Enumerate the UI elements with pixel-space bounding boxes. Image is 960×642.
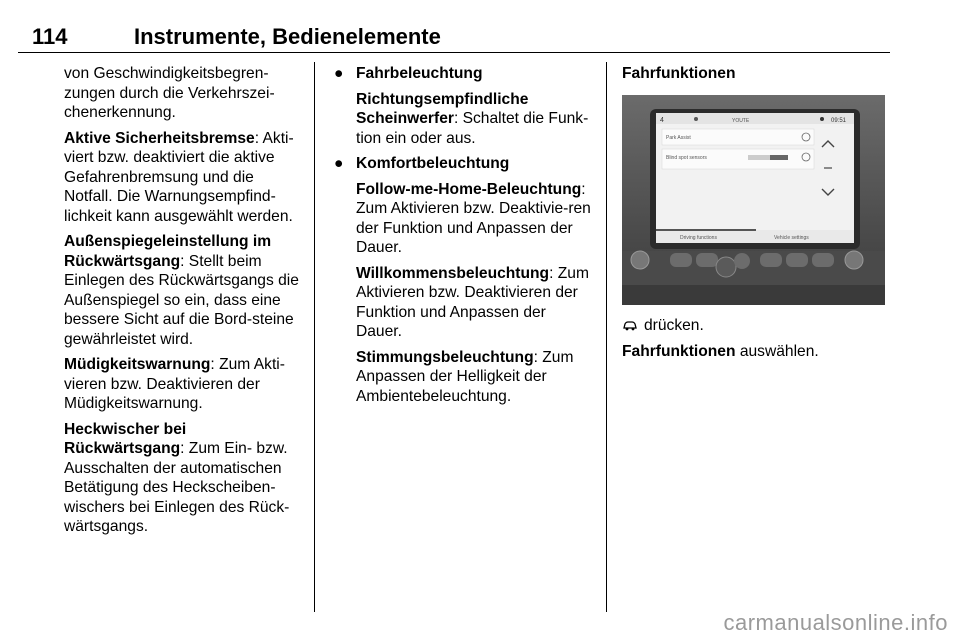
item-willkommensbeleuchtung	[334, 264, 594, 342]
item-text: : Zum Anpassen der Helligkeit der Ambientebeleuchtung.	[356, 348, 574, 405]
bullet-komfortbeleuchtung	[334, 154, 594, 174]
column-divider-2	[606, 62, 607, 612]
item-stimmungsbeleuchtung	[334, 348, 594, 407]
bullet-fahrbeleuchtung	[334, 64, 594, 84]
bullet-dot-icon: ●	[334, 155, 344, 172]
item-text: : Schaltet die Funk-tion ein oder aus.	[356, 110, 589, 147]
car-icon	[622, 319, 638, 331]
bullet-dot-icon: ●	[334, 65, 344, 82]
section-text: : Akti-viert bzw. deaktiviert die aktive Gefahrenbremsung und die Notfall. Die Warnungsempfind-lichkeit kann ausgewählt werden.	[64, 129, 294, 225]
page-number: 114	[32, 24, 68, 49]
section-term: Aktive Sicherheitsbremse	[64, 129, 255, 147]
infotainment-photo-illustration	[622, 95, 885, 305]
section-text: : Stellt beim Einlegen des Rückwärtsgangs die Außenspiegel so ein, dass eine bessere Sicht auf die Bord-steine gewährleistet wird.	[64, 252, 299, 348]
step-select	[622, 342, 890, 362]
item-term: Willkommensbeleuchtung	[356, 264, 550, 282]
photo-tab-driving-functions: Driving functions	[680, 235, 717, 241]
photo-status-time: 09:51	[831, 118, 847, 124]
column-1	[64, 64, 304, 543]
item-richtungsempfindliche-scheinwerfer	[334, 90, 594, 149]
step-select-text: auswählen.	[735, 342, 819, 360]
item-text: : Zum Aktivieren bzw. Deaktivie-ren der Funktion und Anpassen der Dauer.	[356, 180, 591, 256]
photo-row-park-assist: Park Assist	[666, 135, 691, 141]
column-2	[334, 64, 594, 412]
section-heckwischer	[64, 420, 304, 537]
item-term: Follow-me-Home-Beleuchtung	[356, 180, 582, 198]
step-press	[622, 316, 890, 336]
step-press-text: drücken.	[644, 317, 704, 334]
column-3-steps	[622, 316, 890, 367]
photo-status-mid: YOUTE	[732, 118, 750, 124]
infotainment-photo	[622, 95, 885, 305]
photo-tab-vehicle-settings: Vehicle settings	[774, 235, 809, 241]
item-term: Stimmungsbeleuchtung	[356, 348, 534, 366]
column-divider-1	[314, 62, 315, 612]
chapter-title: Instrumente, Bedienelemente	[134, 24, 441, 49]
photo-left-digit: 4	[660, 117, 664, 124]
section-term: Heckwischer bei Rückwärtsgang	[64, 420, 187, 457]
section-aktive-sicherheitsbremse	[64, 129, 304, 227]
item-follow-me-home	[334, 180, 594, 258]
section-text: : Zum Akti-vieren bzw. Deaktivieren der Müdigkeitswarnung.	[64, 356, 285, 412]
intro-paragraph: von Geschwindigkeitsbegren-zungen durch die Verkehrszei-chenerkennung.	[64, 65, 275, 121]
item-text: : Zum Aktivieren bzw. Deaktivieren der Funktion und Anpassen der Dauer.	[356, 264, 589, 340]
section-heading-fahrfunktionen: Fahrfunktionen	[622, 65, 736, 82]
column-3	[622, 64, 890, 90]
step-select-term: Fahrfunktionen	[622, 342, 736, 360]
page-header	[18, 22, 890, 52]
header-rule	[18, 52, 890, 53]
item-term: Richtungsempfindliche Scheinwerfer	[356, 90, 529, 127]
section-aussenspiegeleinstellung	[64, 232, 304, 349]
section-text: : Zum Ein- bzw. Ausschalten der automatischen Betätigung des Heckscheiben-wischers bei Einlegen des Rück-wärtsgangs.	[64, 440, 290, 535]
bullet-heading: Fahrbeleuchtung	[356, 65, 483, 82]
bullet-heading: Komfortbeleuchtung	[356, 155, 510, 172]
section-muedigkeitswarnung	[64, 355, 304, 414]
section-term: Außenspiegeleinstellung im Rückwärtsgang	[64, 233, 272, 270]
watermark: carmanualsonline.info	[723, 610, 948, 635]
section-term: Müdigkeitswarnung	[64, 356, 211, 373]
photo-row-blind-spot: Blind spot sensors	[666, 155, 707, 161]
